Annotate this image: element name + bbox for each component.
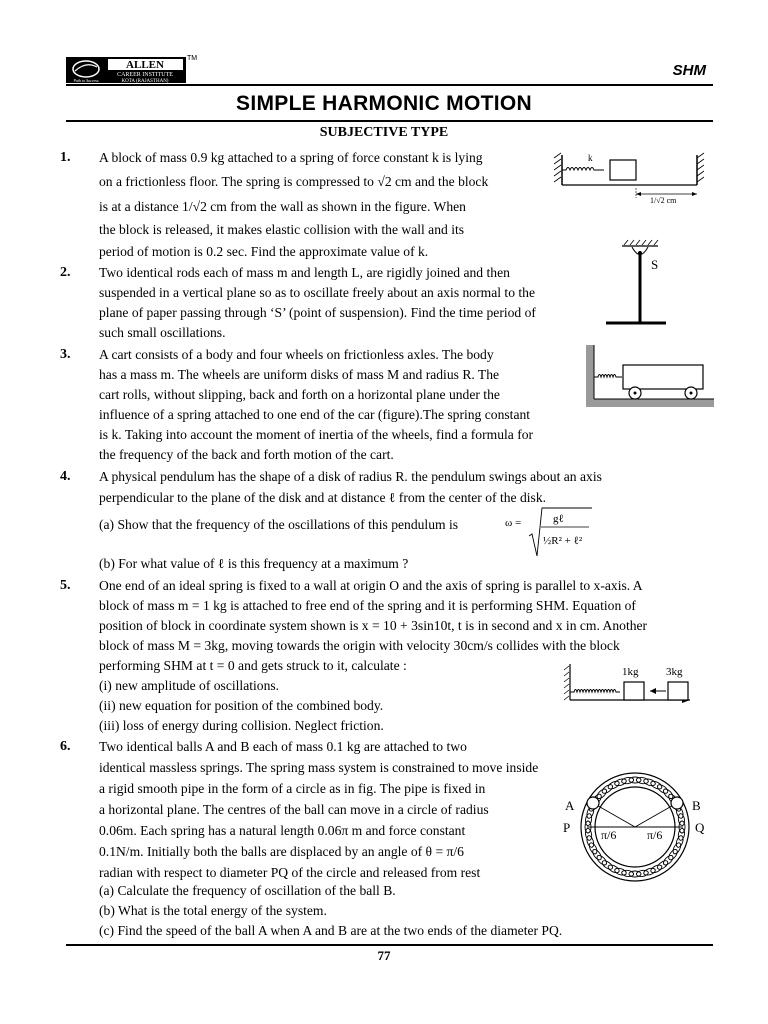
question-text-line: period of motion is 0.2 sec. Find the approximate value of k.: [99, 244, 429, 259]
question-text-line: plane of paper passing through ‘S’ (point of suspension). Find the time period of: [99, 305, 536, 320]
question-text-line: (a) Calculate the frequency of oscillation of the ball B.: [99, 883, 396, 898]
spring-coil: [588, 842, 599, 855]
spring-coil: [585, 828, 593, 841]
spring-coil: [656, 783, 669, 795]
spring-coil: [621, 870, 634, 878]
question-text-line: a rigid smooth pipe in the form of a circle as in fig. The pipe is fixed in: [99, 781, 486, 796]
question-text-line: block of mass m = 1 kg is attached to free end of the spring and it is performing SHM. Equation of: [99, 598, 636, 613]
spring-coil: [595, 854, 608, 867]
question-text-line: perpendicular to the plane of the disk and at distance ℓ from the center of the disk.: [99, 490, 547, 505]
question-text-line: position of block in coordinate system shown is x = 10 + 3sin10t, t is in second and x in cm. Another: [99, 618, 648, 633]
angle-right-label: π/6: [647, 828, 663, 842]
header-rule: [66, 84, 713, 86]
question-text-line: the block is released, it makes elastic collision with the wall and its: [99, 222, 465, 237]
angle-left-label: π/6: [601, 828, 617, 842]
spring-label: k: [588, 153, 593, 163]
spring-coil: [678, 828, 686, 841]
question-text-line: (b) For what value of ℓ is this frequency at a maximum ?: [99, 556, 409, 571]
frequency-formula: [503, 506, 593, 562]
spring-coil: [662, 854, 675, 867]
question-number: 1.: [60, 150, 71, 165]
question-number: 6.: [60, 739, 71, 754]
spring-coil: [614, 867, 627, 876]
question-text-line: (iii) loss of energy during collision. Neglect friction.: [99, 718, 384, 733]
spring-coil: [650, 863, 663, 874]
question-text-line: (b) What is the total energy of the system.: [99, 903, 327, 918]
question-text-line: (c) Find the speed of the ball A when A and B are at the two ends of the diameter PQ.: [99, 923, 563, 938]
question-text-line: Two identical rods each of mass m and length L, are rigidly joined and then: [99, 265, 510, 280]
spring-coil: [643, 778, 656, 787]
label-3kg: 3kg: [666, 666, 683, 678]
question-text-line: suspended in a vertical plane so as to oscillate freely about an axis normal to the: [99, 285, 535, 300]
question-text-line: on a frictionless floor. The spring is compressed to √2 cm and the block: [99, 174, 489, 189]
question-text-line: such small oscillations.: [99, 325, 226, 340]
question-number: 2.: [60, 265, 71, 280]
spring-coil: [675, 835, 684, 848]
logo-line2: KOTA (RAJASTHAN): [121, 79, 169, 84]
label-P: P: [563, 820, 571, 835]
subject-label: SHM: [672, 62, 706, 79]
spring-coil: [643, 867, 656, 876]
rods-pendulum-figure: [600, 238, 670, 333]
spring-coil: [667, 848, 679, 861]
spring-coil: [614, 778, 627, 787]
label-A: A: [565, 798, 575, 813]
question-text-line: (a) Show that the frequency of the oscillations of this pendulum is: [99, 517, 459, 532]
page-title: SIMPLE HARMONIC MOTION: [236, 92, 532, 115]
label-1kg: 1kg: [622, 666, 639, 678]
logo-brand: ALLEN: [126, 59, 164, 71]
cart-figure: [586, 343, 716, 413]
trademark: TM: [187, 55, 198, 62]
question-text-line: is k. Taking into account the moment of inertia of the wheels, find a formula for: [99, 427, 534, 442]
spring-block-figure: [552, 150, 707, 210]
spring-coil: [607, 780, 620, 791]
question-text-line: A cart consists of a body and four wheels on frictionless axles. The body: [99, 347, 494, 362]
question-text-line: Two identical balls A and B each of mass 0.1 kg are attached to two: [99, 739, 467, 754]
allen-logo: [66, 55, 186, 85]
question-text-line: A physical pendulum has the shape of a disk of radius R. the pendulum swings about an axis: [99, 469, 602, 484]
question-text-line: 0.06m. Each spring has a natural length 0.06π m and force constant: [99, 823, 466, 838]
section-subtitle: SUBJECTIVE TYPE: [319, 125, 449, 140]
spring-coil: [585, 813, 593, 826]
question-number: 3.: [60, 347, 71, 362]
question-text-line: A block of mass 0.9 kg attached to a spring of force constant k is lying: [99, 150, 483, 165]
spring-coil: [678, 813, 686, 826]
question-text-line: has a mass m. The wheels are uniform disks of mass M and radius R. The: [99, 367, 500, 382]
question-text-line: performing SHM at t = 0 and gets struck to it, calculate :: [99, 658, 407, 673]
question-text-line: (ii) new equation for position of the combined body.: [99, 698, 384, 713]
question-text-line: the frequency of the back and forth motion of the cart.: [99, 447, 394, 462]
question-text-line: One end of an ideal spring is fixed to a wall at origin O and the axis of spring is parallel to x-axis. A: [99, 578, 643, 593]
label-Q: Q: [695, 820, 705, 835]
question-number: 4.: [60, 469, 71, 484]
question-text-line: 0.1N/m. Initially both the balls are displaced by an angle of θ = π/6: [99, 844, 464, 859]
collision-figure: [560, 660, 700, 708]
suspension-label: S: [651, 257, 659, 272]
question-text-line: block of mass M = 3kg, moving towards the origin with velocity 30cm/s collides with the block: [99, 638, 620, 653]
question-text-line: cart rolls, without slipping, back and forth on a horizontal plane under the: [99, 387, 500, 402]
circular-pipe-figure: [555, 768, 715, 888]
logo-tagline: Path to Success: [73, 78, 99, 83]
title-rule: [66, 120, 713, 122]
spring-coil: [601, 859, 614, 871]
distance-label: 1/√2 cm: [650, 196, 677, 205]
spring-coil: [621, 777, 634, 785]
question-text-line: influence of a spring attached to one end of the car (figure).The spring constant: [99, 407, 531, 422]
logo-line1: CAREER INSTITUTE: [117, 72, 173, 78]
footer-rule: [66, 944, 713, 946]
question-text-line: (i) new amplitude of oscillations.: [99, 678, 280, 693]
label-B: B: [692, 798, 701, 813]
question-text-line: is at a distance 1/√2 cm from the wall as shown in the figure. When: [99, 199, 466, 214]
question-text-line: identical massless springs. The spring mass system is constrained to move inside: [99, 760, 539, 775]
formula-denominator: ½R² + ℓ²: [543, 535, 583, 547]
formula-numerator: gℓ: [553, 513, 564, 525]
question-text-line: a horizontal plane. The centres of the ball can move in a circle of radius: [99, 802, 489, 817]
spring-coil: [636, 777, 649, 785]
page-number: 77: [377, 948, 391, 963]
spring-coil: [586, 835, 595, 848]
spring-coil: [636, 870, 649, 878]
formula-lhs: ω =: [505, 517, 522, 529]
question-number: 5.: [60, 578, 71, 593]
question-text-line: radian with respect to diameter PQ of the circle and released from rest: [99, 865, 481, 880]
